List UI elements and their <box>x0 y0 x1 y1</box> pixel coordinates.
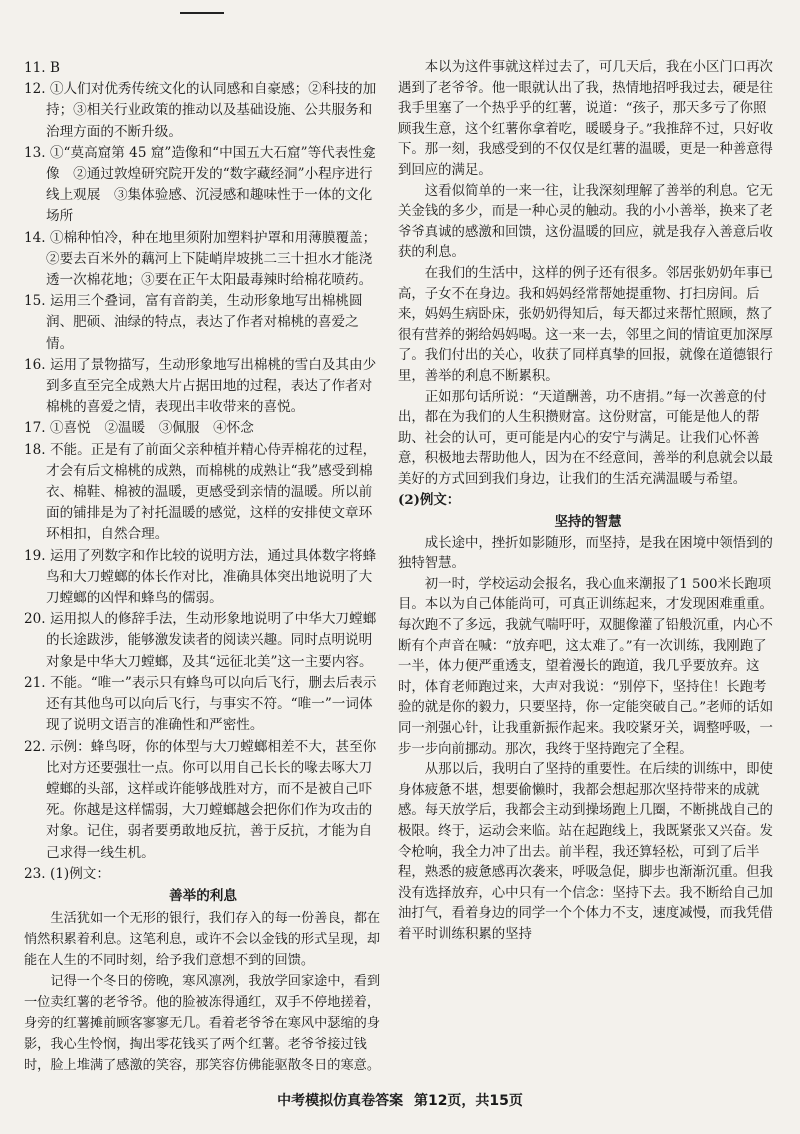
answer-item: 22. 示例：蜂鸟呀，你的体型与大刀螳螂相差不大，甚至你比对方还要强壮一点。你可以用自己长长的喙去啄大刀螳螂的头部，这样或许能够战胜对方，而不是被自己吓死。你越是这样懦弱，大刀螳螂越会把你们作为攻击的对象。记住，弱者要勇敢地反抗，善于反抗，才能为自己求得一线生机。 <box>24 738 377 861</box>
essay-paragraph: 生活犹如一个无形的银行，我们存入的每一份善良，都在悄然积累着利息。这笔利息，或许不会以金钱的形式呈现，却能在人生的不同时刻，给予我们意想不到的回馈。 <box>24 911 381 969</box>
answer-item: 23. (1)例文： <box>24 865 110 882</box>
answer-item: 20. 运用拟人的修辞手法，生动形象地说明了中华大刀螳螂的长途跋涉，能够激发读者的阅读兴趣。同时点明说明对象是中华大刀螳螂，及其“远征北美”这一主要内容。 <box>24 611 377 670</box>
answer-item: 21. 不能。“唯一”表示只有蜂鸟可以向后飞行，删去后表示还有其他鸟可以向后飞行，与事实不符。“唯一”一词体现了说明文语言的准确性和严密性。 <box>24 674 377 734</box>
essay-paragraph: 在我们的生活中，这样的例子还有很多。邻居张奶奶年事已高，子女不在身边。我和妈妈经常帮她提重物、打扫房间。后来，妈妈生病卧床，张奶奶得知后，每天都过来帮忙照顾，熬了很有营养的粥给妈妈喝。这一来一去，邻里之间的情谊更加深厚了。我们付出的关心，收获了同样真挚的回报，就像在道德银行里，善举的利息不断累积。 <box>398 265 773 384</box>
answer-item: 14. ①棉种怕冷，种在地里须附加塑料护罩和用薄膜覆盖；②要去百米外的藕河上下陡峭岸坡挑二三十担水才能浇透一次棉花地；③要在正午太阳最毒辣时给棉花喷药。 <box>24 229 377 289</box>
right-column <box>398 58 778 946</box>
essay-paragraph: 从那以后，我明白了坚持的重要性。在后续的训练中，即使身体疲惫不堪，想要偷懒时，我都会想起那次坚持带来的成就感。每天放学后，我都会主动到操场跑上几圈，不断挑战自己的极限。终于，运动会来临。站在起跑线上，我既紧张又兴奋。发令枪响，我全力冲了出去。前半程，我还算轻松，可到了后半程，熟悉的疲惫感再次袭来，呼吸急促，脚步也渐渐沉重。但我没有选择放弃，心中只有一个信念：坚持下去。我不断给自己加油打气，看着身边的同学一个个体力不支，速度减慢，而我凭借着平时训练积累的坚持 <box>398 762 773 942</box>
answer-item: 12. ①人们对优秀传统文化的认同感和自豪感；②科技的加持；③相关行业政策的推动以及基础设施、公共服务和治理方面的不断升级。 <box>24 81 377 140</box>
answer-item: 11. B <box>24 60 60 76</box>
answer-item: 15. 运用三个叠词，富有音韵美，生动形象地写出棉桃圆润、肥硕、油绿的特点，表达了作者对棉桃的喜爱之情。 <box>24 293 363 352</box>
essay-paragraph: 正如那句话所说：“天道酬善，功不唐捐。”每一次善意的付出，都在为我们的人生积攒财富。这份财富，可能是他人的帮助、社会的认可，更可能是内心的安宁与满足。让我们心怀善意，积极地去帮助他人，因为在不经意间，善举的利息就会以最美好的方式回到我们身边，让我们的生活充满温暖与希望。 <box>398 389 773 487</box>
footer-source: 中考模拟仿真卷答案 <box>277 1093 404 1109</box>
answer-item: 17. ①喜悦 ②温暖 ③佩服 ④怀念 <box>24 420 254 437</box>
essay-paragraph: 这看似简单的一来一往，让我深刻理解了善举的利息。它无关金钱的多少，而是一种心灵的触动。我的小小善举，换来了老爷爷真诚的感激和回馈，这份温暖的回应，就是我存入善意后收获的利息。 <box>398 183 773 261</box>
answer-item: 19. 运用了列数字和作比较的说明方法，通过具体数字将蜂鸟和大刀螳螂的体长作对比，准确具体突出地说明了大刀螳螂的凶悍和蜂鸟的儒弱。 <box>24 547 377 607</box>
footer-page-number: 第12页，共15页 <box>413 1093 523 1109</box>
left-column <box>24 58 382 1076</box>
essay-paragraph: 本以为这件事就这样过去了，可几天后，我在小区门口再次遇到了老爷爷。他一眼就认出了我，热情地招呼我过去，硬是往我手里塞了一个热乎乎的红薯，说道：“孩子，那天多亏了你照顾我生意，这个红薯你拿着吃，暖暖身子。”我推辞不过，只好收下。那一刻，我感受到的不仅仅是红薯的温暖，更是一种善意得到回应的满足。 <box>398 60 774 178</box>
essay-title: 善举的利息 <box>169 887 237 904</box>
essay-paragraph: 成长途中，挫折如影随形，而坚持，是我在困境中领悟到的独特智慧。 <box>398 535 773 572</box>
essay-paragraph: 记得一个冬日的傍晚，寒风凛冽，我放学回家途中，看到一位卖红薯的老爷爷。他的脸被冻得通红，双手不停地搓着，身旁的红薯摊前顾客寥寥无几。看着老爷爷在寒风中瑟缩的身影，我心生怜悯，掏出零花钱买了两个红薯。老爷爷接过钱时，脸上堆满了感激的笑容，那笑容仿佛能驱散冬日的寒意。 <box>24 974 381 1074</box>
top-rule <box>180 12 224 14</box>
essay-paragraph: 初一时，学校运动会报名，我心血来潮报了1 500米长跑项目。本以为自己体能尚可，可真正训练起来，才发现困难重重。每次跑不了多远，我就气喘吁吁，双腿像灌了铅般沉重，内心不断有个声音在喊：“放弃吧，这太难了。”有一次训练，我刚跑了一半，体力便严重透支，望着漫长的跑道，我几乎要放弃。这时，体育老师跑过来，大声对我说：“别停下，坚持住！长跑考验的就是你的毅力，只要坚持，你一定能突破自己。”老师的话如同一剂强心针，让我重新振作起来。我咬紧牙关，调整呼吸，一步一步向前挪动。那次，我终于坚持跑完了全程。 <box>398 576 774 757</box>
essay-title: 坚持的智慧 <box>554 514 622 531</box>
sub-label: (2)例文： <box>398 492 461 509</box>
page-footer <box>0 1090 800 1110</box>
answer-item: 16. 运用了景物描写，生动形象地写出棉桃的雪白及其由少到多直至完全成熟大片占据田地的过程，表达了作者对棉桃的喜爱之情，表现出丰收带来的喜悦。 <box>24 356 377 416</box>
answer-item: 13. ①“莫高窟第 45 窟”造像和“中国五大石窟”等代表性龛像 ②通过敦煌研究院开发的“数字藏经洞”小程序进行线上观展 ③集体验感、沉浸感和趣味性于一体的文化场所 <box>24 144 376 225</box>
answer-item: 18. 不能。正是有了前面父亲种植并精心侍弄棉花的过程，才会有后文棉桃的成熟，而棉桃的成熟让“我”感受到棉衣、棉鞋、棉被的温暖，更感受到亲情的温暖。所以前面的铺排是为了衬托温暖的感觉，这样的安排使文章环环相扣，自然合理。 <box>24 441 377 543</box>
